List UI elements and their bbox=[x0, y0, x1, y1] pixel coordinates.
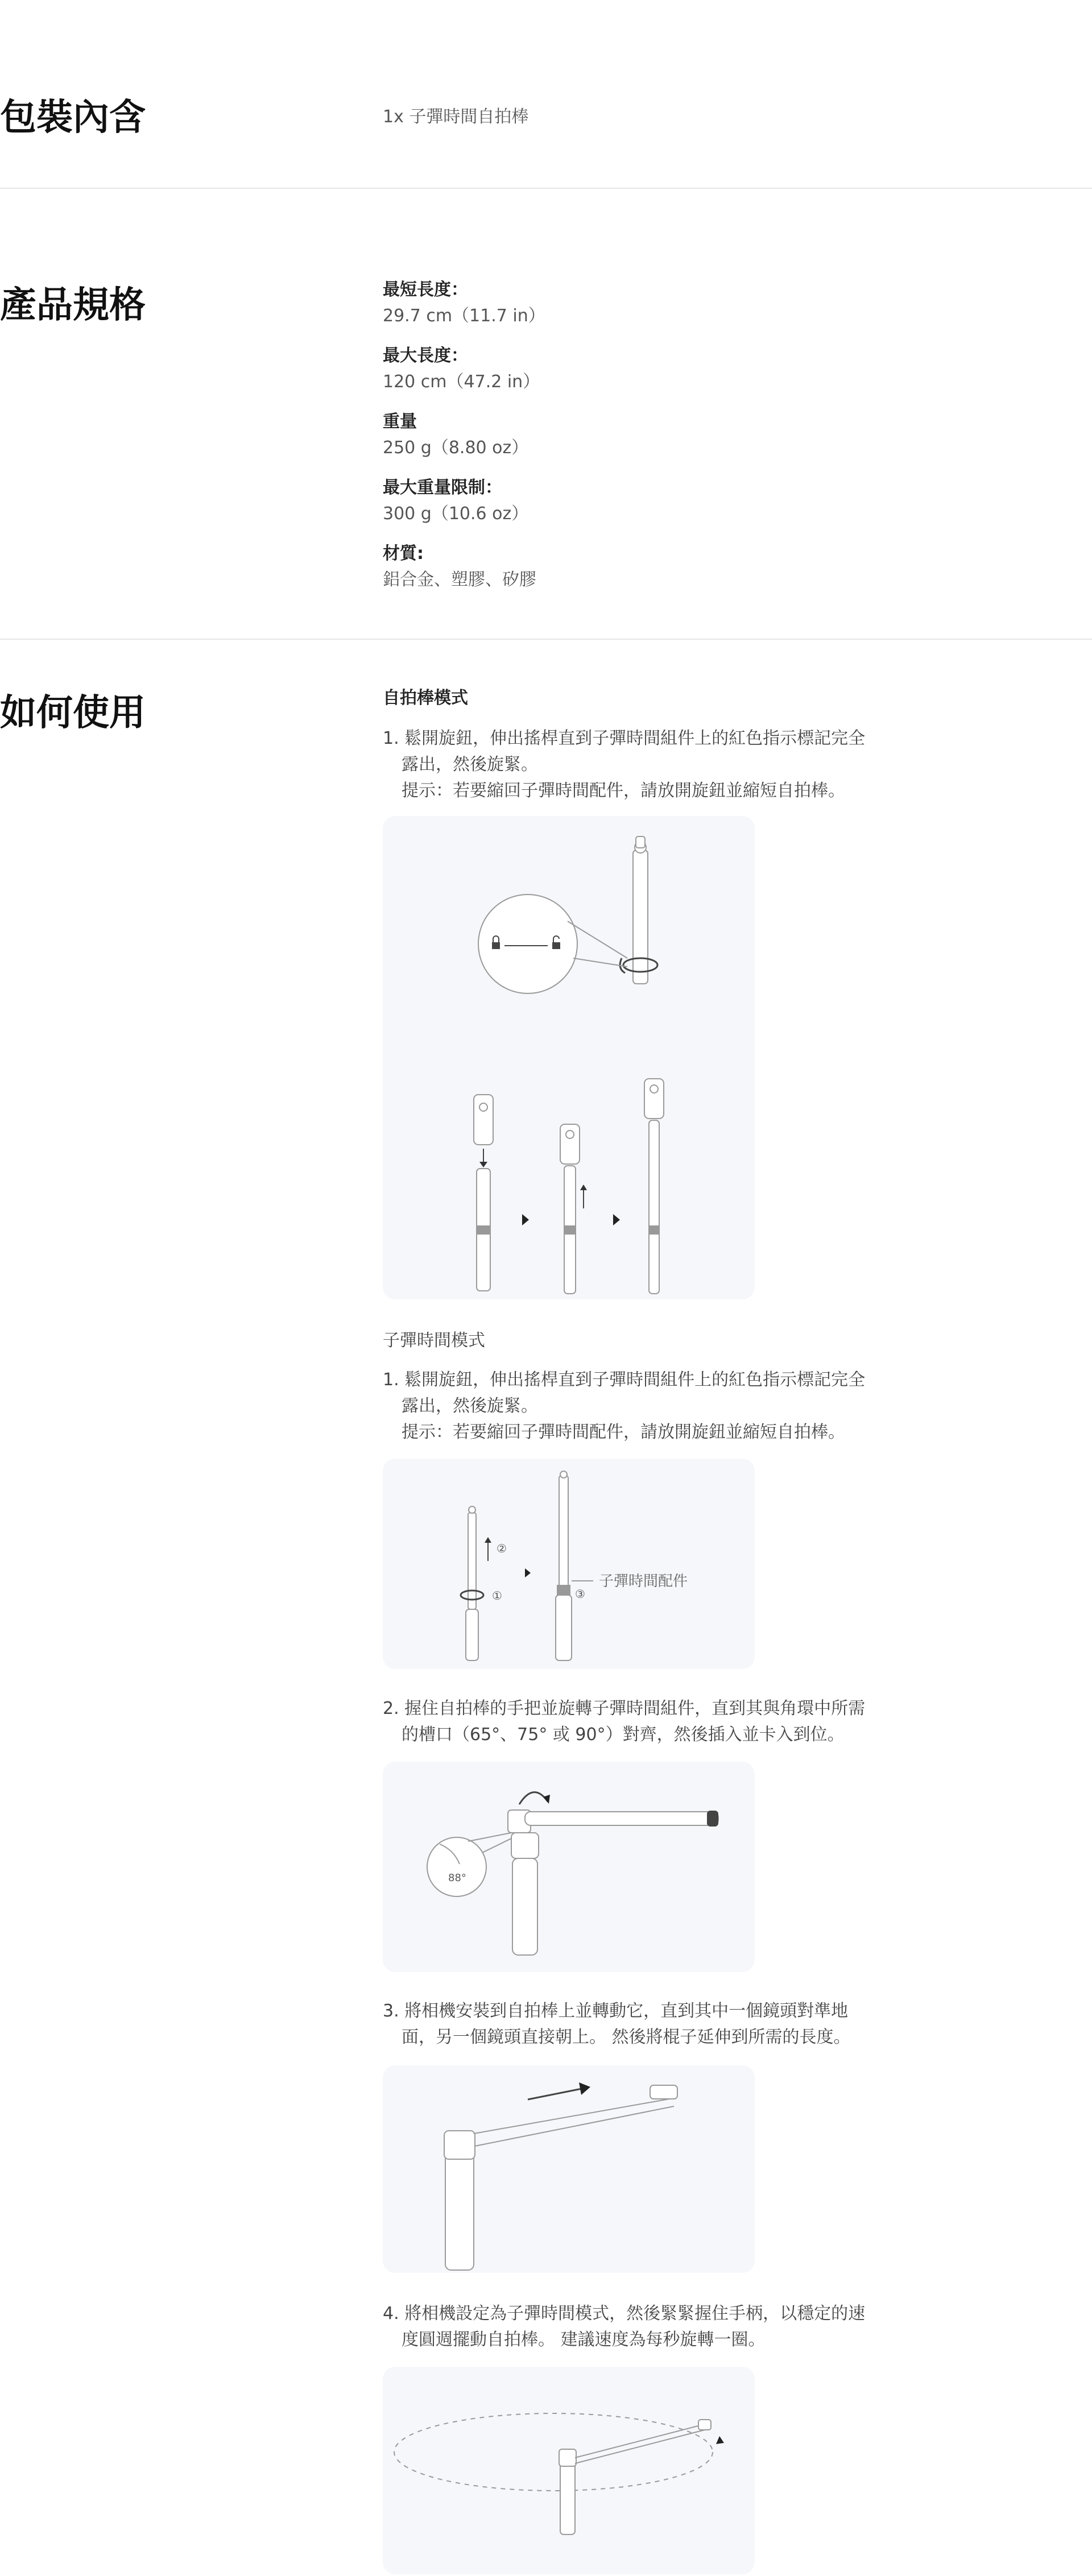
bullet-step-2 bbox=[383, 1696, 906, 1748]
bullet-step-1 bbox=[383, 1367, 906, 1446]
spec-value: 250 g（8.80 oz） bbox=[383, 438, 529, 458]
bullet-mode-heading-text: 子彈時間模式 bbox=[383, 1331, 485, 1351]
spec-item bbox=[383, 475, 528, 527]
spec-label: 最大重量限制： bbox=[383, 478, 502, 498]
section-divider bbox=[0, 639, 1092, 640]
spec-label: 最大長度： bbox=[383, 346, 468, 366]
step-text: 3. 將相機安裝到自拍棒上並轉動它，直到其中一個鏡頭對準地 bbox=[383, 2001, 849, 2021]
bullet-mount-illustration bbox=[383, 2065, 755, 2273]
callout-number-2: ② bbox=[497, 1542, 507, 1555]
bullet-attachment-label: 子彈時間配件 bbox=[599, 1573, 688, 1590]
spec-label: 最短長度： bbox=[383, 280, 468, 300]
package-item: 1x 子彈時間自拍棒 bbox=[383, 107, 529, 127]
spec-value: 鋁合金、塑膠、矽膠 bbox=[383, 570, 536, 590]
bullet-mount-diagram bbox=[383, 2065, 755, 2273]
selfie-mode-illustration bbox=[383, 816, 755, 1299]
step-tip: 提示：若要縮回子彈時間配件，請放開旋鈕並縮短自拍棒。 bbox=[402, 1422, 845, 1442]
section-divider bbox=[0, 188, 1092, 189]
spec-item bbox=[383, 343, 540, 395]
step-text: 4. 將相機設定為子彈時間模式，然後緊緊握住手柄，以穩定的速 bbox=[383, 2304, 866, 2324]
step-text: 1. 鬆開旋鈕，伸出搖桿直到子彈時間組件上的紅色指示標記完全 bbox=[383, 728, 866, 748]
bullet-extend-illustration bbox=[383, 1459, 755, 1669]
step-text: 面，另一個鏡頭直接朝上。 然後將棍子延伸到所需的長度。 bbox=[402, 2027, 851, 2047]
step-text: 2. 握住自拍棒的手把並旋轉子彈時間組件，直到其與角環中所需 bbox=[383, 1699, 866, 1718]
spec-item bbox=[383, 541, 536, 593]
spec-value: 29.7 cm（11.7 in） bbox=[383, 306, 545, 326]
bullet-rotate-diagram bbox=[383, 1762, 755, 1972]
step-text: 露出，然後旋緊。 bbox=[402, 755, 538, 775]
spec-item bbox=[383, 409, 528, 461]
spec-list bbox=[383, 277, 545, 329]
spec-value: 120 cm（47.2 in） bbox=[383, 372, 540, 392]
usage-section-title: 如何使用 bbox=[0, 692, 146, 734]
step-text: 1. 鬆開旋鈕，伸出搖桿直到子彈時間組件上的紅色指示標記完全 bbox=[383, 1370, 866, 1390]
spec-label: 重量 bbox=[383, 412, 417, 432]
bullet-swing-diagram bbox=[383, 2367, 755, 2574]
selfie-step-1 bbox=[383, 726, 906, 804]
selfie-mode-heading-text: 自拍棒模式 bbox=[383, 688, 468, 708]
bullet-extend-diagram bbox=[383, 1459, 755, 1669]
bullet-swing-illustration bbox=[383, 2367, 755, 2574]
step-text: 的槽口（65°、75° 或 90°）對齊，然後插入並卡入到位。 bbox=[402, 1725, 845, 1745]
angle-label: 88° bbox=[448, 1872, 466, 1884]
specs-section-title: 產品規格 bbox=[0, 284, 146, 326]
bullet-step-3 bbox=[383, 1998, 906, 2051]
bullet-mode-heading bbox=[383, 1328, 906, 1354]
step-text: 度圓週擺動自拍棒。 建議速度為每秒旋轉一圈。 bbox=[402, 2330, 766, 2350]
package-section-title: 包裝內含 bbox=[0, 97, 146, 139]
callout-number-1: ① bbox=[492, 1589, 502, 1602]
step-tip: 提示：若要縮回子彈時間配件，請放開旋鈕並縮短自拍棒。 bbox=[402, 781, 845, 801]
spec-value: 300 g（10.6 oz） bbox=[383, 504, 529, 524]
spec-label: 材質: bbox=[383, 544, 424, 564]
step-text: 露出，然後旋緊。 bbox=[402, 1396, 538, 1416]
selfie-mode-diagram bbox=[383, 816, 755, 1299]
callout-number-3: ③ bbox=[575, 1587, 585, 1601]
bullet-rotate-illustration bbox=[383, 1762, 755, 1972]
bullet-step-4 bbox=[383, 2301, 906, 2353]
selfie-mode-heading bbox=[383, 685, 906, 711]
